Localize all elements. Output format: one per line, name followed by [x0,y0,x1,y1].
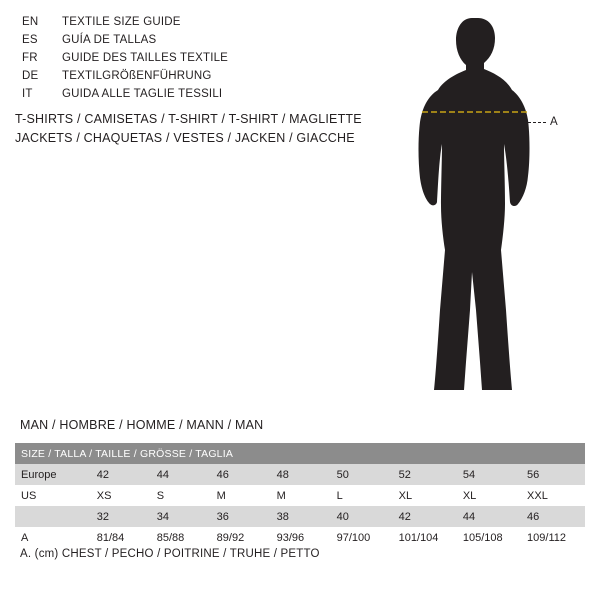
table-header-row [15,443,585,464]
silhouette-body [419,90,530,390]
legend-language-text: TEXTILGRÖßENFÜHRUNG [62,70,212,82]
table-row [15,506,585,527]
cell-value: XL [457,485,521,506]
cell-value: 97/100 [331,527,393,548]
cell-value: 44 [151,464,211,485]
cell-value: 48 [271,464,331,485]
row-label: Europe [15,464,91,485]
cell-value: 38 [271,506,331,527]
legend-language-text: GUIDE DES TAILLES TEXTILE [62,52,229,64]
category-jackets: JACKETS / CHAQUETAS / VESTES / JACKEN / GIACCHE [15,131,355,145]
marker-dash-line [528,122,546,123]
cell-value: 34 [151,506,211,527]
size-table [15,443,585,548]
cell-value: 105/108 [457,527,521,548]
cell-value: 109/112 [521,527,585,548]
cell-value: 42 [393,506,457,527]
cell-value: 32 [91,506,151,527]
silhouette-head [438,18,512,90]
legend-row [22,34,382,52]
table-row [15,464,585,485]
garment-categories [15,110,415,148]
cell-value: 81/84 [91,527,151,548]
cell-value: 46 [521,506,585,527]
cell-value: 50 [331,464,393,485]
legend-language-text: GUIDA ALLE TAGLIE TESSILI [62,88,223,100]
legend-language-text: GUÍA DE TALLAS [62,34,157,46]
cell-value: XXL [521,485,585,506]
legend-row [22,52,382,70]
cell-value: 40 [331,506,393,527]
cell-value: L [331,485,393,506]
measurement-footnote: A. (cm) CHEST / PECHO / POITRINE / TRUHE / PETTO [20,548,320,560]
cell-value: 44 [457,506,521,527]
cell-value: 36 [211,506,271,527]
legend-language-code: IT [22,88,33,100]
cell-value: 42 [91,464,151,485]
table-row [15,527,585,548]
legend-row [22,88,382,106]
cell-value: XS [91,485,151,506]
cell-value: 101/104 [393,527,457,548]
legend-language-code: EN [22,16,39,28]
marker-label-a: A [550,116,558,128]
cell-value: 56 [521,464,585,485]
row-label: A [15,527,91,548]
table-row [15,485,585,506]
cell-value: XL [393,485,457,506]
cell-value: 52 [393,464,457,485]
cell-value: 93/96 [271,527,331,548]
legend-row [22,70,382,88]
male-silhouette-figure [400,10,600,410]
legend-language-code: ES [22,34,38,46]
table-header-label: SIZE / TALLA / TAILLE / GRÖSSE / TAGLIA [15,443,585,464]
legend-language-code: FR [22,52,38,64]
cell-value: 89/92 [211,527,271,548]
silhouette-svg [400,10,600,410]
cell-value: 46 [211,464,271,485]
cell-value: M [211,485,271,506]
cell-value: S [151,485,211,506]
legend-row [22,16,382,34]
category-tshirts: T-SHIRTS / CAMISETAS / T-SHIRT / T-SHIRT / MAGLIETTE [15,112,362,126]
table-title-man: MAN / HOMBRE / HOMME / MANN / MAN [20,418,264,432]
cell-value: 54 [457,464,521,485]
legend-language-text: TEXTILE SIZE GUIDE [62,16,181,28]
row-label [15,506,91,527]
cell-value: M [271,485,331,506]
cell-value: 85/88 [151,527,211,548]
legend-language-code: DE [22,70,39,82]
row-label: US [15,485,91,506]
language-legend [22,16,382,106]
